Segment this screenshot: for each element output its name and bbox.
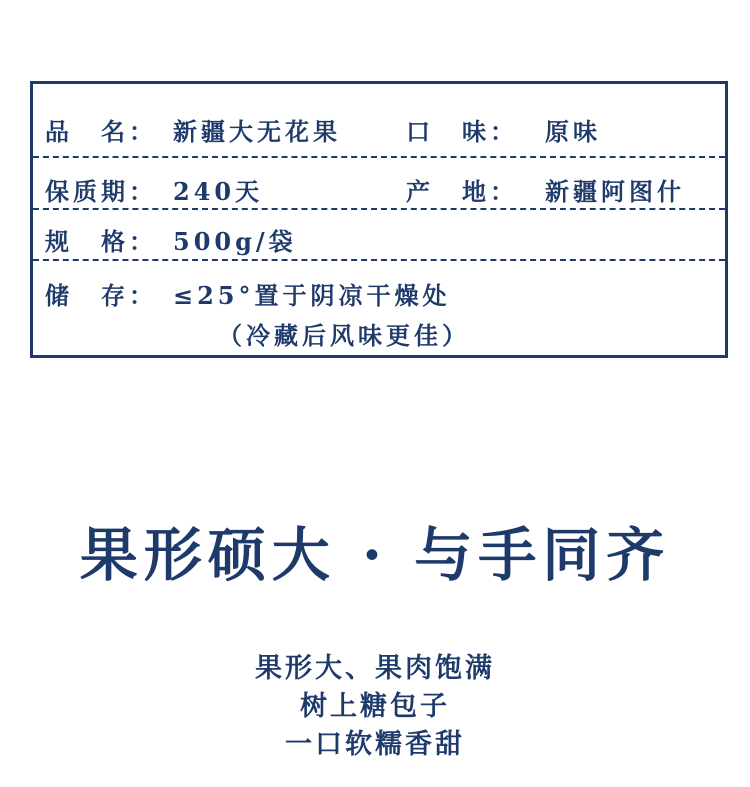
shelf-life-label: 保质期： xyxy=(45,177,157,206)
name-label: 品 名： xyxy=(45,117,157,146)
size-label: 规 格： xyxy=(45,227,157,256)
size-value: 500g/袋 xyxy=(173,227,297,256)
taste-label: 口 味： xyxy=(406,117,518,146)
taste-value: 原味 xyxy=(545,117,601,146)
tagline-3: 一口软糯香甜 xyxy=(285,729,465,760)
tagline-2: 树上糖包子 xyxy=(300,691,450,722)
name-value: 新疆大无花果 xyxy=(173,117,341,146)
spec-row-name-taste xyxy=(33,84,725,158)
tagline-1: 果形大、果肉饱满 xyxy=(255,653,495,684)
origin-value: 新疆阿图什 xyxy=(545,177,685,206)
spec-row-size xyxy=(33,208,725,261)
headline: 果形硕大 · 与手同齐 xyxy=(79,521,671,589)
origin-label: 产 地： xyxy=(406,177,518,206)
spec-row-storage xyxy=(33,259,725,358)
storage-note: （冷藏后风味更佳） xyxy=(218,321,470,350)
storage-label: 储 存： xyxy=(45,281,157,310)
storage-value: ≤25°置于阴凉干燥处 xyxy=(173,281,451,310)
shelf-life-value: 240天 xyxy=(173,177,264,206)
spec-row-shelf-origin xyxy=(33,156,725,210)
product-spec-table xyxy=(30,81,728,358)
